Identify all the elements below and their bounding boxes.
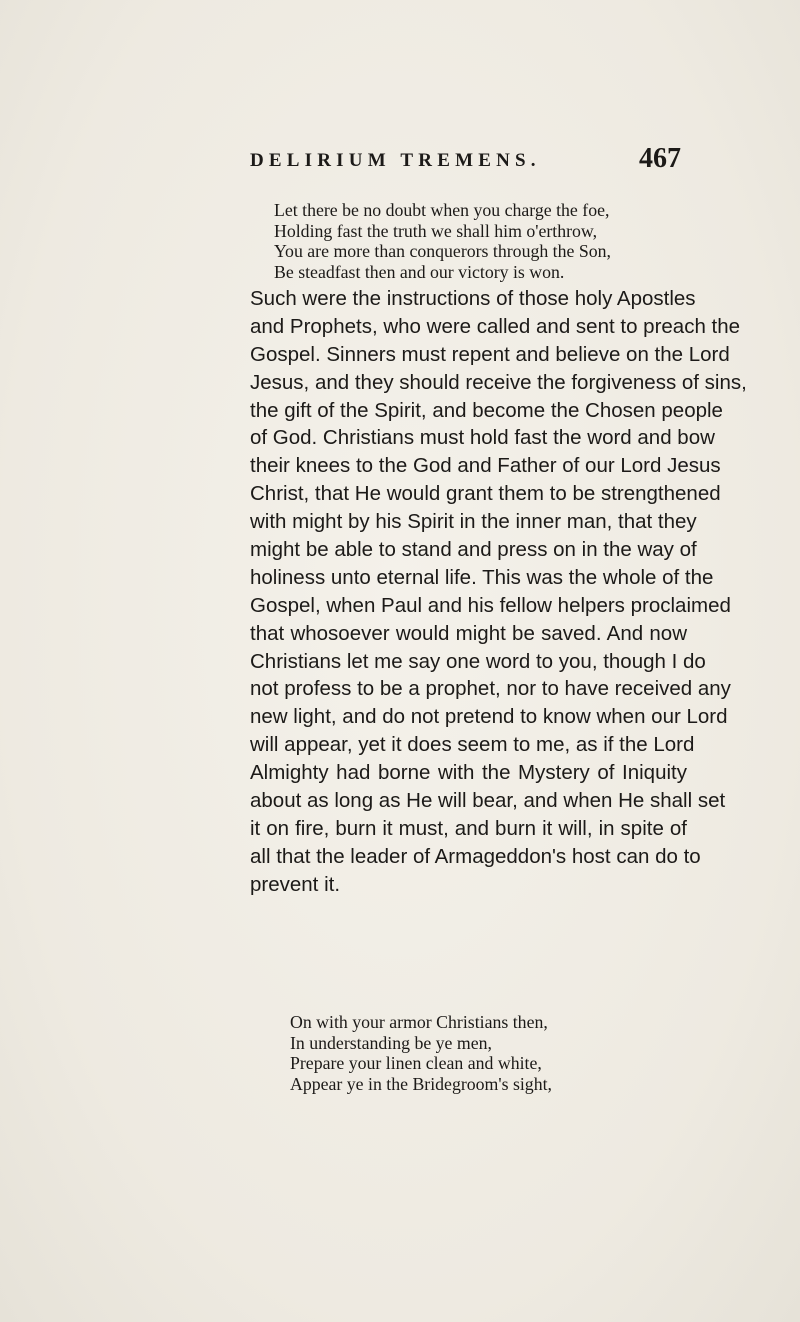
page-number: 467 bbox=[639, 143, 681, 174]
verse-line: Prepare your linen clean and white, bbox=[290, 1053, 542, 1073]
running-head: DELIRIUM TREMENS. bbox=[250, 150, 541, 171]
text-line: Gospel. Sinners must repent and believe on the Lord bbox=[250, 342, 730, 366]
verse-stanza-bottom bbox=[290, 1012, 552, 1094]
text-line: holiness unto eternal life. This was the whole of the bbox=[250, 565, 714, 589]
verse-line: Let there be no doubt when you charge the foe, bbox=[274, 200, 610, 220]
text-line: about as long as He will bear, and when He shall set bbox=[250, 789, 726, 813]
text-line: with might by his Spirit in the inner man, that they bbox=[250, 510, 697, 534]
verse-stanza-top bbox=[274, 200, 611, 282]
page-header bbox=[250, 143, 685, 177]
text-line: that whosoever would might be saved. And now bbox=[250, 621, 687, 645]
verse-line: Be steadfast then and our victory is won. bbox=[274, 261, 565, 282]
verse-line: On with your armor Christians then, bbox=[290, 1012, 548, 1032]
text-line: new light, and do not pretend to know when our Lord bbox=[250, 705, 728, 729]
text-line: will appear, yet it does seem to me, as if the Lord bbox=[250, 733, 695, 757]
text-line: not profess to be a prophet, nor to have received any bbox=[250, 677, 731, 701]
text-line: the gift of the Spirit, and become the Chosen people bbox=[250, 398, 723, 422]
text-line: Such were the instructions of those holy Apostles bbox=[250, 287, 696, 310]
verse-line: You are more than conquerors through the Son, bbox=[274, 241, 611, 261]
text-line: Jesus, and they should receive the forgiveness of sins, bbox=[250, 370, 747, 394]
text-line: Christians let me say one word to you, though I do bbox=[250, 649, 706, 673]
text-line: their knees to the God and Father of our Lord Jesus bbox=[250, 454, 721, 478]
verse-line: In understanding be ye men, bbox=[290, 1032, 492, 1053]
verse-line: Appear ye in the Bridegroom's sight, bbox=[290, 1073, 552, 1094]
text-line: of God. Christians must hold fast the word and bow bbox=[250, 426, 715, 450]
text-line: Christ, that He would grant them to be strengthened bbox=[250, 482, 721, 506]
text-line: it on fire, burn it must, and burn it will, in spite of bbox=[250, 816, 687, 840]
text-line: Gospel, when Paul and his fellow helpers proclaimed bbox=[250, 593, 731, 617]
text-line: prevent it. bbox=[250, 872, 341, 896]
text-line: and Prophets, who were called and sent to preach the bbox=[250, 314, 741, 338]
prose-paragraph bbox=[250, 285, 747, 899]
text-line: might be able to stand and press on in the way of bbox=[250, 538, 697, 562]
text-line: Almighty had borne with the Mystery of Iniquity bbox=[250, 761, 687, 785]
text-line: all that the leader of Armageddon's host can do to bbox=[250, 844, 701, 868]
verse-line: Holding fast the truth we shall him o'erthrow, bbox=[274, 220, 598, 241]
